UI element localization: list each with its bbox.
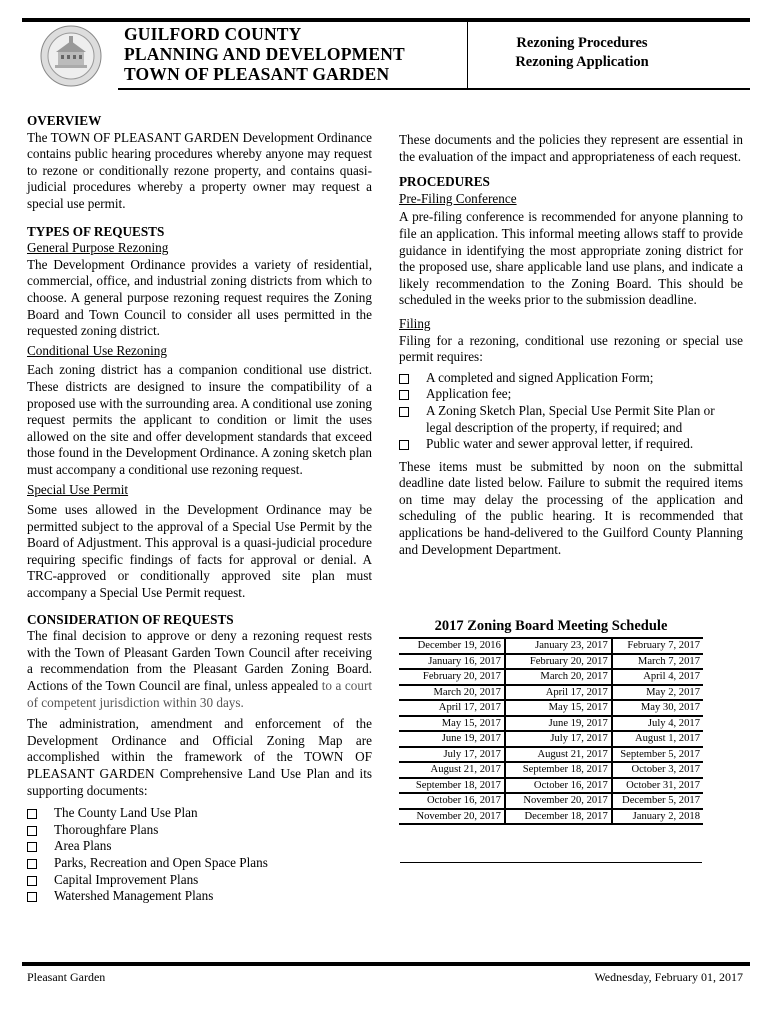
table-cell: May 15, 2017 bbox=[399, 717, 506, 731]
footer-rule bbox=[22, 962, 750, 966]
schedule-bottom-rule bbox=[400, 862, 702, 863]
consideration-text-1 bbox=[27, 628, 372, 711]
table-row bbox=[399, 748, 703, 762]
list-item: Application fee; bbox=[399, 386, 743, 403]
prefiling-heading: Pre-Filing Conference bbox=[399, 190, 517, 206]
table-cell: February 20, 2017 bbox=[506, 655, 613, 669]
table-cell: December 19, 2016 bbox=[399, 639, 506, 653]
checkbox-icon bbox=[399, 407, 409, 417]
table-cell: May 2, 2017 bbox=[613, 686, 703, 700]
checkbox-icon bbox=[27, 842, 37, 852]
document-title bbox=[476, 34, 688, 72]
table-cell: June 19, 2017 bbox=[506, 717, 613, 731]
table-cell: January 23, 2017 bbox=[506, 639, 613, 653]
overview-heading: OVERVIEW bbox=[27, 113, 102, 128]
table-cell: October 31, 2017 bbox=[613, 779, 703, 793]
consideration-heading: CONSIDERATION OF REQUESTS bbox=[27, 611, 234, 627]
table-row bbox=[399, 717, 703, 731]
list-item: Thoroughfare Plans bbox=[27, 822, 372, 839]
schedule-table bbox=[399, 637, 703, 825]
checkbox-icon bbox=[399, 390, 409, 400]
table-cell: February 7, 2017 bbox=[613, 639, 703, 653]
table-cell: October 16, 2017 bbox=[506, 779, 613, 793]
table-cell: April 17, 2017 bbox=[506, 686, 613, 700]
doc-title-line-1: Rezoning Procedures bbox=[516, 35, 648, 51]
checkbox-icon bbox=[27, 826, 37, 836]
checkbox-icon bbox=[27, 809, 37, 819]
list-item: A Zoning Sketch Plan, Special Use Permit Site Plan or legal description of the property, if required; and bbox=[399, 403, 743, 436]
table-cell: March 7, 2017 bbox=[613, 655, 703, 669]
table-cell: September 18, 2017 bbox=[399, 779, 506, 793]
header-top-rule bbox=[22, 18, 750, 22]
overview-text: The TOWN OF PLEASANT GARDEN Development Ordinance contains public hearing procedures whereby anyone may request to rezone or conditionally rezone property, and contains quasi-judicial procedures whereby a property owner may request a special use permit. bbox=[27, 129, 372, 211]
filing-text: Filing for a rezoning, conditional use rezoning or special use permit requires: bbox=[399, 332, 743, 365]
table-cell: November 20, 2017 bbox=[506, 794, 613, 808]
checkbox-icon bbox=[27, 876, 37, 886]
prefiling-text: A pre-filing conference is recommended for anyone planning to file an application. This informal meeting allows staff to provide guidance in identifying the most appropriate zoning district for the proposed use, share applicable land use plans, and indicate a likely recommendation to the Zoning Board. This should be scheduled in the weeks prior to the submission deadline. bbox=[399, 209, 743, 308]
table-cell: August 21, 2017 bbox=[399, 763, 506, 777]
table-row bbox=[399, 779, 703, 793]
table-row bbox=[399, 701, 703, 715]
header-divider bbox=[467, 22, 468, 88]
doc-title-line-2: Rezoning Application bbox=[515, 54, 649, 70]
submittal-text: These items must be submitted by noon on the submittal deadline date listed below. Failure to submit the required items on time may delay the processing of the application and scheduling of the public hearing. It is recommended that applications be hand-delivered to the Guilford County Planning and Development Department. bbox=[399, 458, 743, 557]
table-cell: March 20, 2017 bbox=[506, 670, 613, 684]
intro-text: These documents and the policies they represent are essential in the evaluation of the impact and appropriateness of each request. bbox=[399, 132, 743, 164]
table-cell: April 17, 2017 bbox=[399, 701, 506, 715]
schedule-table-body bbox=[399, 639, 703, 823]
list-item: Public water and sewer approval letter, if required. bbox=[399, 436, 743, 453]
conditional-use-text: Each zoning district has a companion conditional use district. These districts are designed to insure the compatibility of a proposed use with the surrounding area. A conditional use zoning request permits the applicant to condition or limit the uses allowed on the site and offer development standards that exceed those found in the Development Ordinance. A zoning sketch plan must accompany a conditional use rezoning request. bbox=[27, 362, 373, 477]
table-cell: July 17, 2017 bbox=[399, 748, 506, 762]
list-item: Parks, Recreation and Open Space Plans bbox=[27, 855, 372, 872]
table-cell: July 17, 2017 bbox=[506, 732, 613, 746]
schedule-title: 2017 Zoning Board Meeting Schedule bbox=[434, 618, 668, 634]
footer-date: Wednesday, February 01, 2017 bbox=[594, 970, 743, 984]
table-cell: September 18, 2017 bbox=[506, 763, 613, 777]
list-item: Area Plans bbox=[27, 838, 372, 855]
table-cell: July 4, 2017 bbox=[613, 717, 703, 731]
table-cell: April 4, 2017 bbox=[613, 670, 703, 684]
right-column bbox=[399, 132, 743, 558]
table-cell: August 1, 2017 bbox=[613, 732, 703, 746]
table-cell: March 20, 2017 bbox=[399, 686, 506, 700]
list-item: A completed and signed Application Form; bbox=[399, 370, 743, 387]
table-row bbox=[399, 732, 703, 746]
table-cell: June 19, 2017 bbox=[399, 732, 506, 746]
table-cell: January 16, 2017 bbox=[399, 655, 506, 669]
table-row bbox=[399, 794, 703, 808]
procedures-heading: PROCEDURES bbox=[399, 174, 490, 190]
special-use-heading: Special Use Permit bbox=[27, 482, 129, 498]
checkbox-icon bbox=[399, 440, 409, 450]
header-bottom-rule bbox=[118, 88, 750, 90]
list-item: Watershed Management Plans bbox=[27, 888, 372, 905]
table-row bbox=[399, 670, 703, 684]
table-row bbox=[399, 655, 703, 669]
table-cell: November 20, 2017 bbox=[399, 810, 506, 824]
consideration-text-2: The administration, amendment and enforcement of the Development Ordinance and Official Zoning Map are accomplished within the framework of the TOWN OF PLEASANT GARDEN Comprehensive Land Use Plan and its supporting documents: bbox=[27, 716, 372, 798]
table-cell: October 16, 2017 bbox=[399, 794, 506, 808]
town-seal-icon bbox=[40, 25, 102, 87]
meeting-schedule bbox=[399, 618, 703, 825]
table-cell: August 21, 2017 bbox=[506, 748, 613, 762]
org-line-1: GUILFORD COUNTY bbox=[124, 24, 302, 44]
supporting-documents-list bbox=[27, 805, 372, 905]
table-cell: January 2, 2018 bbox=[613, 810, 703, 824]
general-purpose-heading: General Purpose Rezoning bbox=[27, 240, 169, 256]
org-line-2: PLANNING AND DEVELOPMENT bbox=[124, 44, 405, 64]
table-cell: May 30, 2017 bbox=[613, 701, 703, 715]
conditional-use-heading: Conditional Use Rezoning bbox=[27, 342, 167, 358]
filing-requirements-list bbox=[399, 370, 743, 453]
org-line-3: TOWN OF PLEASANT GARDEN bbox=[124, 64, 390, 84]
left-column bbox=[27, 113, 372, 905]
table-cell: September 5, 2017 bbox=[613, 748, 703, 762]
table-row bbox=[399, 639, 703, 653]
footer-left: Pleasant Garden bbox=[27, 970, 106, 984]
special-use-text: Some uses allowed in the Development Ordinance may be permitted subject to the approval of a Special Use Permit by the Board of Adjustment. This approval is a quasi-judicial procedure requiring specific findings of facts for approval or denial. A TRC-approved or conditionally approved site plan must accompany a Special Use Permit request. bbox=[27, 502, 372, 601]
filing-heading: Filing bbox=[399, 315, 431, 331]
list-item: The County Land Use Plan bbox=[27, 805, 372, 822]
table-cell: May 15, 2017 bbox=[506, 701, 613, 715]
table-cell: February 20, 2017 bbox=[399, 670, 506, 684]
organization-name bbox=[124, 24, 405, 84]
checkbox-icon bbox=[27, 892, 37, 902]
checkbox-icon bbox=[399, 374, 409, 384]
table-cell: December 5, 2017 bbox=[613, 794, 703, 808]
table-row bbox=[399, 810, 703, 824]
table-cell: October 3, 2017 bbox=[613, 763, 703, 777]
table-cell: December 18, 2017 bbox=[506, 810, 613, 824]
list-item: Capital Improvement Plans bbox=[27, 872, 372, 889]
consideration-text-1-tail: to a court of competent jurisdiction within 30 days. bbox=[27, 678, 372, 710]
checkbox-icon bbox=[27, 859, 37, 869]
table-row bbox=[399, 763, 703, 777]
table-row bbox=[399, 686, 703, 700]
general-purpose-text: The Development Ordinance provides a variety of residential, commercial, office, and industrial zoning districts from which to choose. A general purpose rezoning request requires the Zoning Board and Town Council to consider all uses permitted in the requested zoning district. bbox=[27, 256, 372, 339]
types-heading: TYPES OF REQUESTS bbox=[27, 223, 165, 239]
consideration-text-1-main: The final decision to approve or deny a rezoning request rests with the Town of Pleasant Garden Town Council after receiving a recommendation from the Pleasant Garden Zoning Board. Actions of the Town Council are final, unless appealed bbox=[27, 628, 372, 693]
